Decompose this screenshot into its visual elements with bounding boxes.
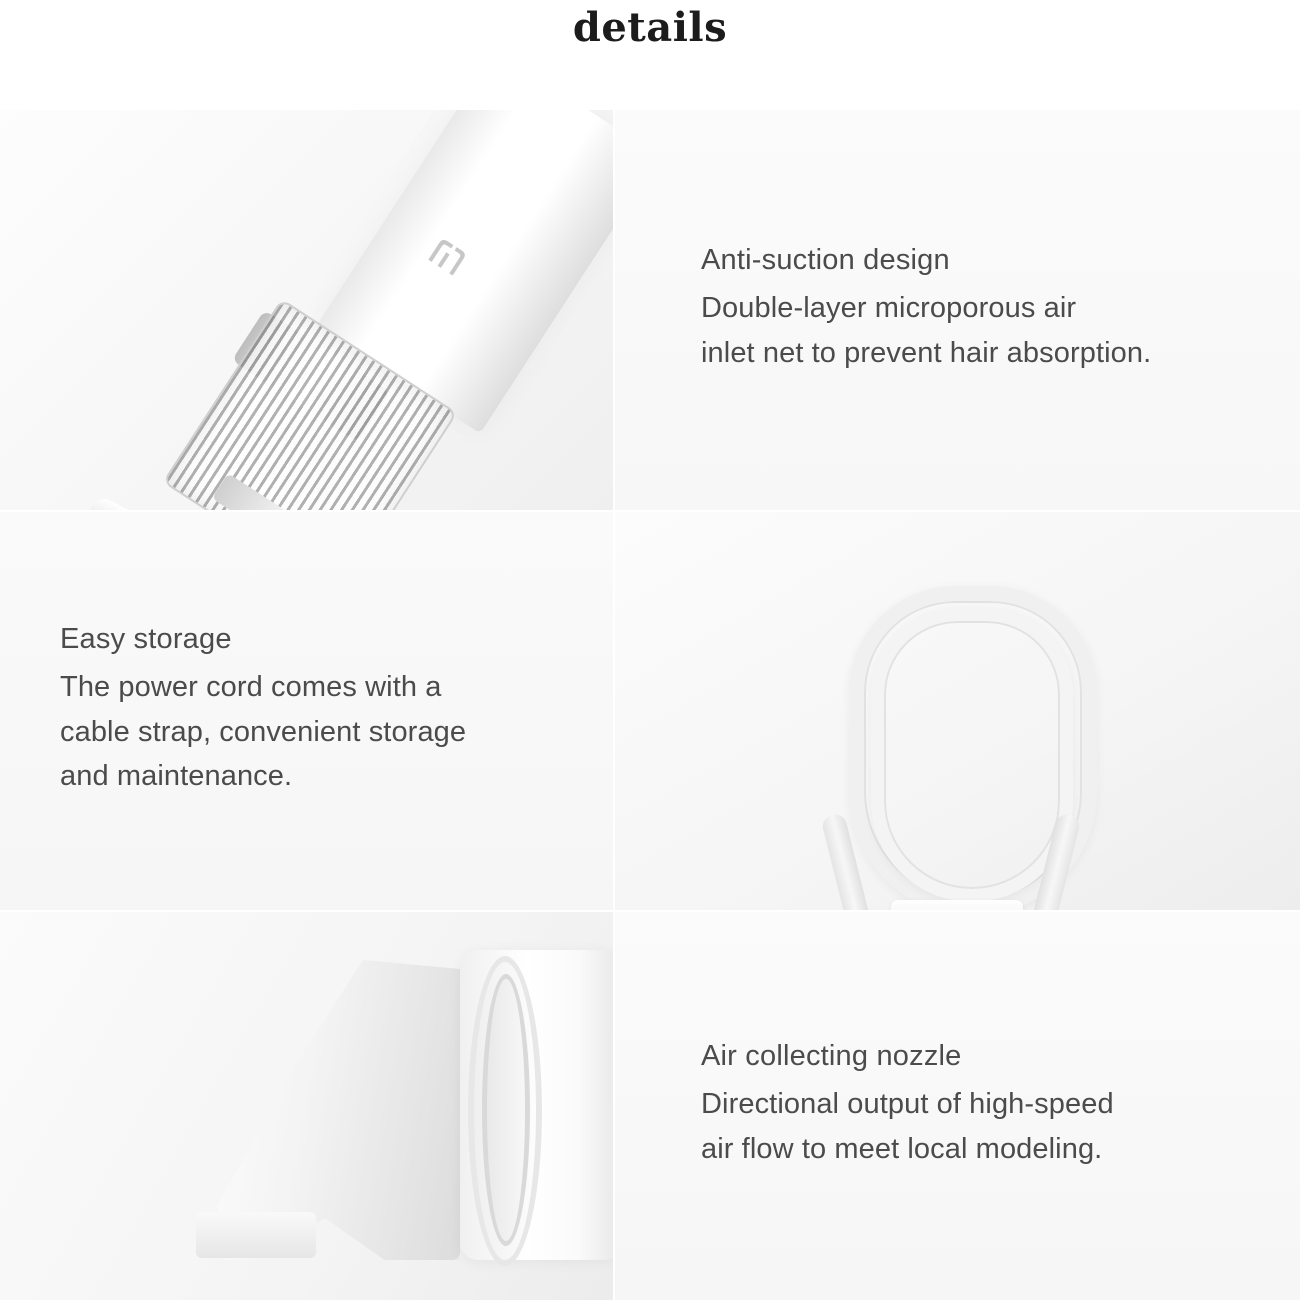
easy-storage-line-1: The power cord comes with a	[60, 670, 442, 703]
easy-storage-text-block	[0, 623, 506, 800]
easy-storage-title: Easy storage	[60, 622, 232, 655]
easy-storage-line-2: cable strap, convenient storage	[60, 715, 467, 748]
nozzle-illustration	[0, 912, 613, 1300]
barrel-inner-ring	[482, 974, 530, 1246]
air-nozzle-line-2: air flow to meet local modeling.	[701, 1133, 1103, 1165]
cable-illustration	[615, 512, 1300, 910]
air-nozzle-title: Air collecting nozzle	[701, 1040, 962, 1073]
anti-suction-title: Anti-suction design	[701, 244, 950, 277]
air-nozzle-line-1: Directional output of high-speed	[701, 1088, 1114, 1121]
anti-suction-text-block	[615, 244, 1191, 376]
anti-suction-line-1: Double-layer microporous air	[701, 292, 1077, 325]
feature-grid	[0, 110, 1300, 1300]
feature-image-air-nozzle	[0, 912, 613, 1300]
feature-image-easy-storage	[615, 512, 1300, 910]
cable-strap	[891, 900, 1023, 910]
easy-storage-line-3: and maintenance.	[60, 760, 293, 793]
feature-text-anti-suction	[615, 110, 1300, 510]
anti-suction-line-2: inlet net to prevent hair absorption.	[701, 337, 1152, 369]
nozzle-lip-shape	[196, 1212, 316, 1258]
page-title: details	[572, 4, 728, 51]
feature-text-easy-storage	[0, 512, 613, 910]
feature-text-air-nozzle	[615, 912, 1300, 1300]
dryer-illustration	[0, 110, 613, 510]
air-nozzle-text-block	[615, 1040, 1154, 1172]
feature-image-anti-suction	[0, 110, 613, 510]
cable-loop-inner	[871, 608, 1073, 902]
